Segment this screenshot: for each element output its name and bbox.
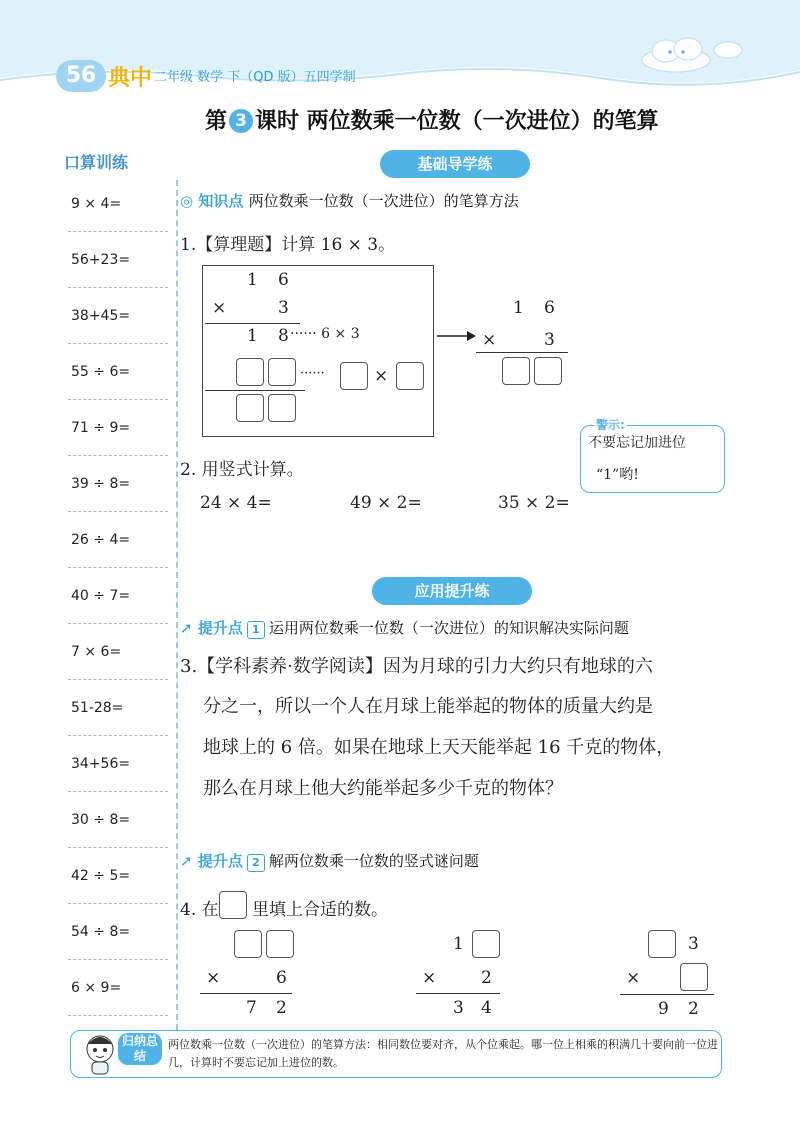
cloud-icon: [636, 34, 746, 76]
warning-tip-head: 警示:: [596, 418, 625, 432]
improve-point-1: [180, 617, 629, 639]
digit: 2: [481, 968, 492, 988]
digit: 3: [544, 330, 555, 350]
improve-point-number: 2: [247, 854, 265, 872]
question-3-line: 分之一，所以一个人在月球上能举起的物体的质量大约是: [203, 696, 653, 717]
rocket-icon: ➚: [180, 852, 193, 870]
question-1: 1.【算理题】计算 16 × 3。: [180, 235, 396, 255]
sidebar-divider: [176, 180, 178, 1030]
digit: 1: [453, 934, 464, 954]
rocket-icon: ➚: [180, 619, 193, 637]
times-sign: ×: [374, 366, 389, 386]
rule-line: [416, 993, 500, 994]
times-sign: ×: [482, 330, 497, 350]
rule-line: [620, 994, 714, 995]
improve-point-desc: 运用两位数乘一位数（一次进位）的知识解决实际问题: [268, 619, 629, 637]
knowledge-point-label: 知识点: [198, 192, 244, 210]
digit: 1: [247, 326, 258, 346]
digit: 4: [481, 998, 492, 1018]
digit: 6: [544, 298, 555, 318]
improve-point-label: 提升点: [197, 852, 243, 870]
knowledge-point-desc: 两位数乘一位数（一次进位）的笔算方法: [248, 192, 519, 210]
answer-box[interactable]: [268, 358, 296, 386]
times-sign: ×: [626, 968, 641, 988]
mental-math-item: 54 ÷ 8=: [68, 904, 168, 960]
question-2: 2. 用竖式计算。: [180, 460, 304, 480]
target-icon: ◎: [180, 192, 194, 210]
question-3-line: 那么在月球上他大约能举起多少千克的物体？: [203, 778, 563, 799]
mental-math-item: 38+45=: [68, 288, 168, 344]
answer-box[interactable]: [236, 394, 264, 422]
lesson-number-badge: 3: [229, 109, 253, 133]
mental-math-item: 6 × 9=: [68, 960, 168, 1016]
answer-box[interactable]: [472, 930, 500, 958]
answer-box[interactable]: [502, 357, 530, 385]
improve-point-number: 1: [247, 621, 265, 639]
digit: 1: [513, 298, 524, 318]
digit: 3: [688, 934, 699, 954]
mental-math-item: 42 ÷ 5=: [68, 848, 168, 904]
rule-line: [200, 993, 292, 994]
lesson-title-prefix: 第: [205, 109, 228, 134]
digit: 3: [453, 998, 464, 1018]
answer-box[interactable]: [648, 930, 676, 958]
banner-basic-practice: 基础导学练: [380, 150, 530, 178]
question-2-item: 35 × 2=: [498, 493, 570, 513]
rule-line: [205, 323, 300, 324]
mental-math-item: 51-28=: [68, 680, 168, 736]
mental-math-heading: 口算训练: [64, 153, 129, 172]
times-sign: ×: [206, 968, 221, 988]
digit: 6: [276, 968, 287, 988]
mental-math-item: 26 ÷ 4=: [68, 512, 168, 568]
book-series: 二年级 数学 下（QD 版）五四学制: [154, 70, 356, 85]
page-number: 56: [56, 60, 106, 92]
warning-tip-line: “1”哟!: [596, 467, 639, 483]
lesson-title: [205, 104, 659, 135]
answer-box[interactable]: [268, 394, 296, 422]
mental-math-item: 39 ÷ 8=: [68, 456, 168, 512]
mental-math-item: 56+23=: [68, 232, 168, 288]
mascot-icon: [82, 1032, 118, 1076]
improve-point-label: 提升点: [197, 619, 243, 637]
step-dots: ······: [300, 366, 325, 381]
digit: 1: [247, 270, 258, 290]
improve-point-desc: 解两位数乘一位数的竖式谜问题: [268, 852, 479, 870]
digit: 6: [278, 270, 289, 290]
summary-text: 两位数乘一位数（一次进位）的笔算方法：相同数位要对齐，从个位乘起。哪一位上相乘的积满几十要向前一位进几，计算时不要忘记加上进位的数。: [168, 1038, 718, 1069]
step-note: ······ 6 × 3: [290, 326, 360, 342]
question-4-text: 里填上合适的数。: [252, 900, 388, 920]
lesson-title-text: 课时 两位数乘一位数（一次进位）的笔算: [255, 109, 659, 134]
question-4-prefix: 4. 在: [180, 900, 219, 920]
question-2-item: 24 × 4=: [200, 493, 272, 513]
banner-applied-practice: 应用提升练: [372, 577, 532, 605]
knowledge-point: [180, 190, 519, 211]
answer-box[interactable]: [219, 891, 247, 919]
answer-box[interactable]: [396, 362, 424, 390]
mental-math-item: 9 × 4=: [68, 176, 168, 232]
answer-box[interactable]: [234, 930, 262, 958]
mental-math-item: 55 ÷ 6=: [68, 344, 168, 400]
answer-box[interactable]: [680, 963, 708, 991]
mental-math-item: 7 × 6=: [68, 624, 168, 680]
brand-logo: 典中: [108, 66, 153, 91]
question-3-line: 3.【学科素养·数学阅读】因为月球的引力大约只有地球的六: [180, 656, 653, 677]
mental-math-item: 30 ÷ 8=: [68, 792, 168, 848]
digit: 2: [688, 999, 699, 1019]
rule-line: [476, 352, 568, 353]
improve-point-2: [180, 850, 479, 872]
mental-math-item: 71 ÷ 9=: [68, 400, 168, 456]
digit: 9: [658, 999, 669, 1019]
rule-line: [205, 390, 305, 391]
digit: 3: [278, 298, 289, 318]
arrow-right-icon: [437, 330, 477, 342]
times-sign: ×: [422, 968, 437, 988]
digit: 8: [278, 326, 289, 346]
answer-box[interactable]: [266, 930, 294, 958]
answer-box[interactable]: [236, 358, 264, 386]
question-3-line: 地球上的 6 倍。如果在地球上天天能举起 16 千克的物体，: [203, 737, 675, 758]
question-2-item: 49 × 2=: [350, 493, 422, 513]
summary-label: 归纳总结: [118, 1033, 162, 1065]
mental-math-item: 40 ÷ 7=: [68, 568, 168, 624]
digit: 2: [276, 998, 287, 1018]
mental-math-list: [68, 176, 168, 1016]
answer-box[interactable]: [534, 357, 562, 385]
warning-tip-line: 不要忘记加进位: [588, 435, 686, 451]
answer-box[interactable]: [340, 362, 368, 390]
digit: 7: [246, 998, 257, 1018]
times-sign: ×: [212, 298, 227, 318]
mental-math-item: 34+56=: [68, 736, 168, 792]
